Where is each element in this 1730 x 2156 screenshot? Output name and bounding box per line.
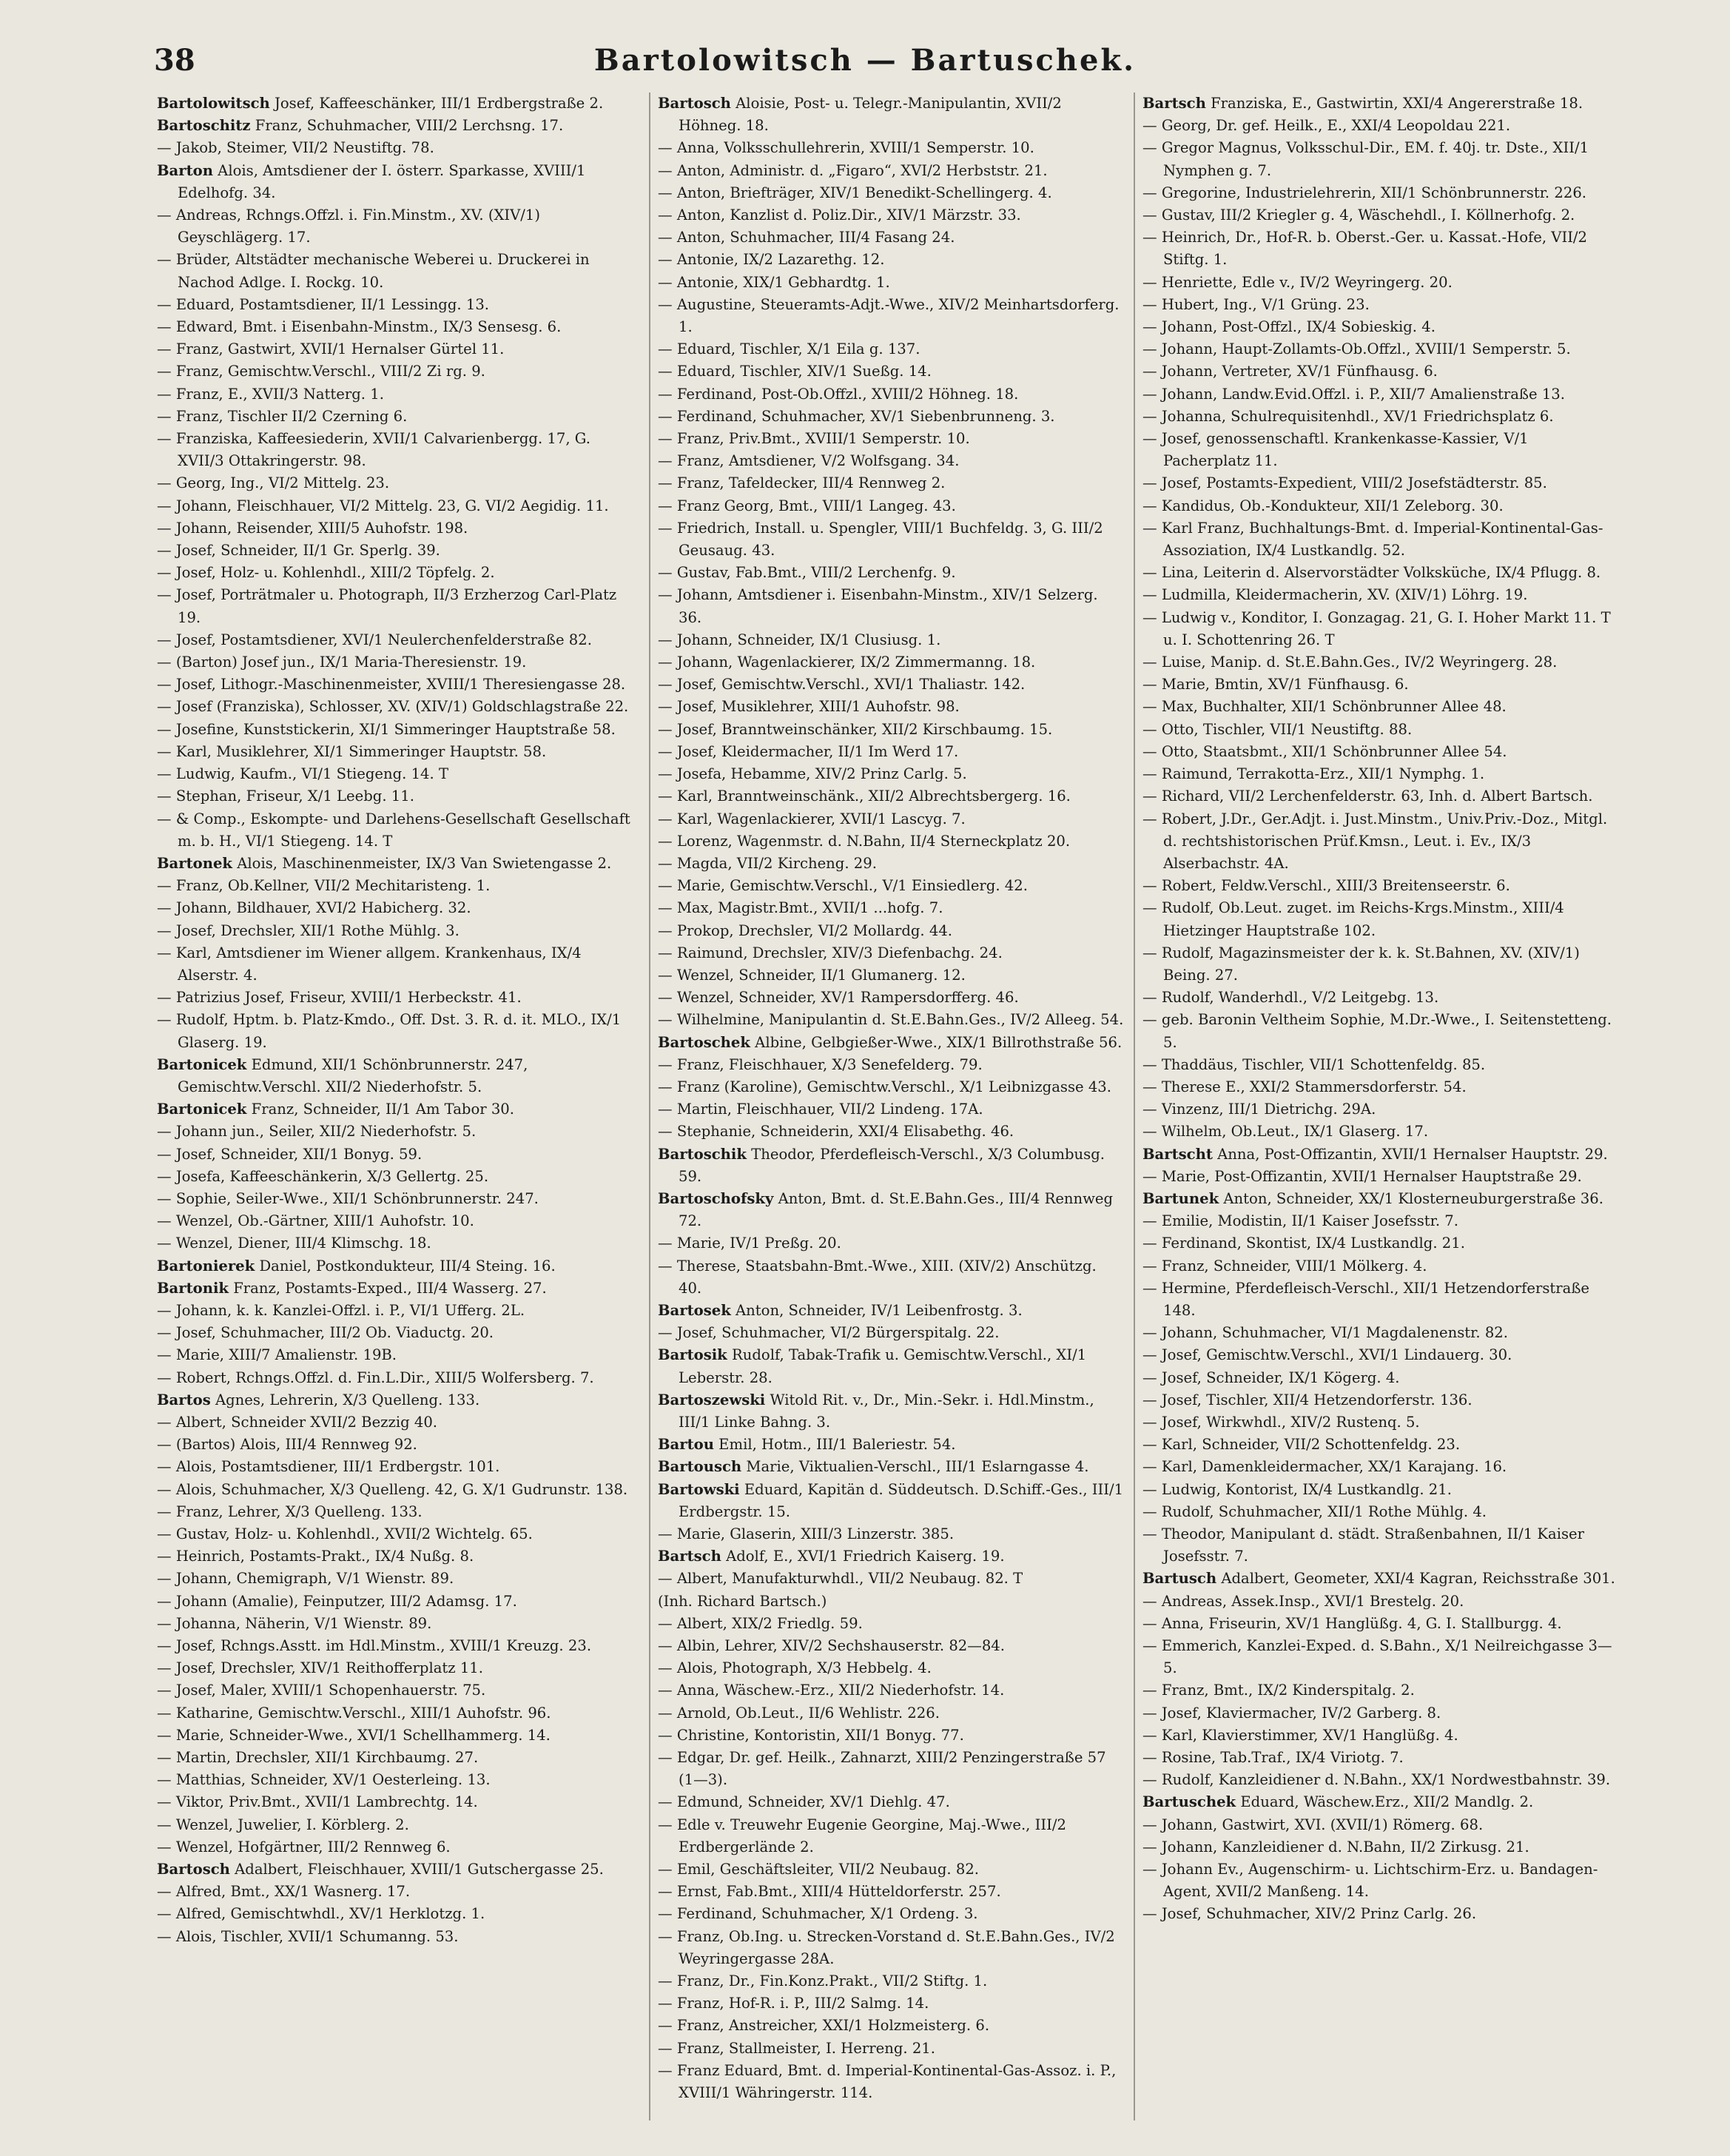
directory-entry: — Wilhelm, Ob.Leut., IX/1 Glaserg. 17.: [1142, 1123, 1429, 1141]
directory-entry: — Edward, Bmt. i Eisenbahn-Minstm., IX/3 Sensesg. 6.: [157, 318, 562, 336]
directory-entry: — Rosine, Tab.Traf., IX/4 Viriotg. 7.: [1142, 1749, 1404, 1767]
directory-entry: — Albin, Lehrer, XIV/2 Sechshauserstr. 82—84.: [658, 1637, 1006, 1655]
column-left: [157, 93, 630, 2120]
entry-surname: Bartusch: [1142, 1570, 1217, 1588]
directory-entry: — Ludwig, Kontorist, IX/4 Lustkandlg. 21.: [1142, 1480, 1452, 1498]
directory-entry: — Thaddäus, Tischler, VII/1 Schottenfeldg. 85.: [1142, 1055, 1486, 1073]
directory-entry: Bartscht Anna, Post-Offizantin, XVII/1 Hernalser Hauptstr. 29.: [1142, 1145, 1608, 1163]
directory-entry: Bartoschofsky Anton, Bmt. d. St.E.Bahn.Ges., III/4 Rennweg 72.: [658, 1189, 1114, 1230]
directory-entry: — Franz, Anstreicher, XXI/1 Holzmeisterg. 6.: [658, 2017, 990, 2035]
directory-entry: — Johann, Kanzleidiener d. N.Bahn, II/2 Zirkusg. 21.: [1142, 1838, 1529, 1856]
directory-entry: — Wenzel, Schneider, II/1 Glumanerg. 12.: [658, 966, 966, 984]
directory-entry: — Anna, Friseurin, XV/1 Hanglüßg. 4, G. I. Stallburgg. 4.: [1142, 1614, 1562, 1632]
directory-entry: — Franz Eduard, Bmt. d. Imperial-Kontinental-Gas-Assoz. i. P., XVIII/1 Währingerstr. 114.: [658, 2061, 1117, 2102]
directory-entry: — Alfred, Bmt., XX/1 Wasnerg. 17.: [157, 1883, 411, 1901]
directory-entry: — Franz, Ob.Ing. u. Strecken-Vorstand d. St.E.Bahn.Ges., IV/2 Weyringergasse 28A.: [658, 1927, 1115, 1967]
directory-entry: — Matthias, Schneider, XV/1 Oesterleing. 13.: [157, 1771, 491, 1789]
directory-entry: — Johann, Wagenlackierer, IX/2 Zimmermanng. 18.: [658, 654, 1036, 671]
directory-entry: — Emilie, Modistin, II/1 Kaiser Josefsstr. 7.: [1142, 1212, 1459, 1230]
directory-entry: — Anna, Wäschew.-Erz., XII/2 Niederhofstr. 14.: [658, 1682, 1005, 1699]
directory-entry: — Patrizius Josef, Friseur, XVIII/1 Herbeckstr. 41.: [157, 989, 522, 1007]
directory-entry: — Emil, Geschäftsleiter, VII/2 Neubaug. 82.: [658, 1861, 980, 1878]
directory-entry: — Marie, IV/1 Preßg. 20.: [658, 1235, 841, 1252]
entry-surname: Bartowski: [658, 1480, 740, 1498]
directory-entry: — & Comp., Eskompte- und Darlehens-Gesellschaft Gesellschaft m. b. H., VI/1 Stiegeng. 14. T: [157, 810, 630, 850]
entry-surname: Bartscht: [1142, 1145, 1213, 1163]
directory-entry: — Josef, Drechsler, XIV/1 Reithofferplatz 11.: [157, 1659, 483, 1677]
directory-entry: — Stephan, Friseur, X/1 Leebg. 11.: [157, 787, 414, 805]
directory-entry: — Josef, Klaviermacher, IV/2 Garberg. 8.: [1142, 1704, 1441, 1722]
directory-entry: — Josef, Drechsler, XII/1 Rothe Mühlg. 3.: [157, 921, 460, 939]
directory-entry: — Albert, Schneider XVII/2 Bezzig 40.: [157, 1413, 438, 1431]
directory-entry: — Marie, Post-Offizantin, XVII/1 Hernalser Hauptstraße 29.: [1142, 1167, 1582, 1185]
directory-entry: Bartunek Anton, Schneider, XX/1 Klosterneuburgerstraße 36.: [1142, 1189, 1603, 1207]
directory-entry: — Ernst, Fab.Bmt., XIII/4 Hütteldorferstr. 257.: [658, 1883, 1001, 1901]
directory-entry: — Friedrich, Install. u. Spengler, VIII/1 Buchfeldg. 3, G. III/2 Geusaug. 43.: [658, 519, 1103, 560]
directory-entry: (Inh. Richard Bartsch.): [658, 1592, 827, 1610]
directory-entry: — Andreas, Rchngs.Offzl. i. Fin.Minstm., XV. (XIV/1) Geyschlägerg. 17.: [157, 206, 541, 246]
directory-entry: — Karl, Branntweinschänk., XII/2 Albrechtsbergerg. 16.: [658, 787, 1071, 805]
directory-entry: Bartsch Franziska, E., Gastwirtin, XXI/4 Angererstraße 18.: [1142, 95, 1583, 112]
entry-surname: Bartuschek: [1142, 1793, 1236, 1811]
directory-entry: — Therese E., XXI/2 Stammersdorferstr. 54.: [1142, 1078, 1467, 1095]
directory-entry: — Johann, Bildhauer, XVI/2 Habicherg. 32.: [157, 899, 471, 917]
directory-entry: — Robert, Feldw.Verschl., XIII/3 Breitenseerstr. 6.: [1142, 877, 1510, 895]
directory-entry: — Prokop, Drechsler, VI/2 Mollardg. 44.: [658, 921, 953, 939]
directory-entry: — Josef, Schuhmacher, XIV/2 Prinz Carlg. 26.: [1142, 1905, 1477, 1923]
directory-entry: — Wenzel, Juwelier, I. Körblerg. 2.: [157, 1816, 409, 1833]
directory-entry: Bartowski Eduard, Kapitän d. Süddeutsch. D.Schiff.-Ges., III/1 Erdbergstr. 15.: [658, 1480, 1124, 1520]
directory-entry: Bartoszewski Witold Rit. v., Dr., Min.-Sekr. i. Hdl.Minstm., III/1 Linke Bahng. 3.: [658, 1391, 1094, 1431]
directory-entry: — Johann, Haupt-Zollamts-Ob.Offzl., XVIII/1 Semperstr. 5.: [1142, 340, 1571, 358]
entry-surname: Bartonik: [157, 1279, 229, 1297]
directory-entry: — Theodor, Manipulant d. städt. Straßenbahnen, II/1 Kaiser Josefsstr. 7.: [1142, 1525, 1585, 1565]
directory-entry: — Sophie, Seiler-Wwe., XII/1 Schönbrunnerstr. 247.: [157, 1189, 539, 1207]
directory-entry: — Josef, Kleidermacher, II/1 Im Werd 17.: [658, 742, 959, 760]
directory-entry: — Alois, Tischler, XVII/1 Schumanng. 53.: [157, 1927, 459, 1945]
directory-entry: — Johann, Reisender, XIII/5 Auhofstr. 198.: [157, 519, 468, 537]
entry-surname: Bartunek: [1142, 1189, 1219, 1207]
directory-entry: — Heinrich, Dr., Hof-R. b. Oberst.-Ger. u. Kassat.-Hofe, VII/2 Stiftg. 1.: [1142, 229, 1588, 269]
directory-entry: — Anton, Briefträger, XIV/1 Benedikt-Schellingerg. 4.: [658, 184, 1052, 201]
directory-entry: — Franz, Schneider, VIII/1 Mölkerg. 4.: [1142, 1257, 1427, 1275]
directory-entry: Bartonek Alois, Maschinenmeister, IX/3 Van Swietengasse 2.: [157, 854, 612, 872]
directory-entry: — Therese, Staatsbahn-Bmt.-Wwe., XIII. (XIV/2) Anschützg. 40.: [658, 1257, 1097, 1297]
directory-entry: — Ludwig, Kaufm., VI/1 Stiegeng. 14. T: [157, 765, 449, 783]
directory-entry: — Franz, Ob.Kellner, VII/2 Mechitaristeng. 1.: [157, 877, 491, 895]
directory-entry: — Wenzel, Schneider, XV/1 Rampersdorfferg. 46.: [658, 989, 1019, 1007]
directory-entry: — Otto, Tischler, VII/1 Neustiftg. 88.: [1142, 720, 1413, 738]
directory-entry: — Franz, E., XVII/3 Natterg. 1.: [157, 385, 384, 403]
entry-surname: Bartoschofsky: [658, 1189, 774, 1207]
directory-entry: — Gregorine, Industrielehrerin, XII/1 Schönbrunnerstr. 226.: [1142, 184, 1587, 201]
directory-entry: — Rudolf, Wanderhdl., V/2 Leitgebg. 13.: [1142, 989, 1439, 1007]
directory-entry: — Ferdinand, Schuhmacher, X/1 Ordeng. 3.: [658, 1905, 978, 1923]
entry-surname: Bartousch: [658, 1458, 742, 1476]
directory-entry: — Johann, Landw.Evid.Offzl. i. P., XII/7 Amalienstraße 13.: [1142, 385, 1565, 403]
directory-entry: — Josef, Schuhmacher, III/2 Ob. Viaductg. 20.: [157, 1324, 494, 1342]
directory-entry: Bartoschik Theodor, Pferdefleisch-Verschl., X/3 Columbusg. 59.: [658, 1145, 1105, 1185]
directory-entry: — Josef, Postamtsdiener, XVI/1 Neulerchenfelderstraße 82.: [157, 631, 592, 648]
directory-entry: Bartos Agnes, Lehrerin, X/3 Quelleng. 133.: [157, 1391, 480, 1408]
entry-surname: Bartos: [157, 1391, 211, 1408]
directory-entry: — Augustine, Steueramts-Adjt.-Wwe., XIV/2 Meinhartsdorferg. 1.: [658, 295, 1120, 336]
directory-entry: — Josef, Postamts-Expedient, VIII/2 Josefstädterstr. 85.: [1142, 474, 1547, 492]
entry-surname: Bartosch: [157, 1861, 230, 1878]
column-right: [1134, 93, 1616, 2120]
directory-entry: — Arnold, Ob.Leut., II/6 Wehlistr. 226.: [658, 1704, 940, 1722]
directory-entry: — Vinzenz, III/1 Dietrichg. 29A.: [1142, 1101, 1376, 1118]
directory-entry: Bartoschek Albine, Gelbgießer-Wwe., XIX/1 Billrothstraße 56.: [658, 1033, 1123, 1051]
directory-entry: — Christine, Kontoristin, XII/1 Bonyg. 77.: [658, 1726, 964, 1744]
directory-entry: — Anna, Volksschullehrerin, XVIII/1 Semperstr. 10.: [658, 139, 1034, 157]
directory-entry: — Georg, Ing., VI/2 Mittelg. 23.: [157, 474, 390, 492]
entry-surname: Bartosch: [658, 95, 731, 112]
running-head-title: Bartolowitsch — Bartuschek.: [593, 43, 1137, 78]
entry-surname: Bartsch: [658, 1548, 721, 1565]
directory-entry: — Karl, Klavierstimmer, XV/1 Hanglüßg. 4.: [1142, 1726, 1458, 1744]
entry-surname: Bartosek: [658, 1301, 731, 1319]
directory-entry: — Stephanie, Schneiderin, XXI/4 Elisabethg. 46.: [658, 1123, 1014, 1141]
directory-entry: — Edmund, Schneider, XV/1 Diehlg. 47.: [658, 1793, 950, 1811]
directory-entry: — Georg, Dr. gef. Heilk., E., XXI/4 Leopoldau 221.: [1142, 117, 1511, 135]
directory-entry: — Henriette, Edle v., IV/2 Weyringerg. 20.: [1142, 273, 1453, 291]
directory-entry: — Hermine, Pferdefleisch-Verschl., XII/1 Hetzendorferstraße 148.: [1142, 1279, 1590, 1319]
directory-entry: — (Barton) Josef jun., IX/1 Maria-Theresienstr. 19.: [157, 654, 527, 671]
directory-entry: — Alfred, Gemischtwhdl., XV/1 Herklotzg. 1.: [157, 1905, 485, 1923]
directory-entry: — Franz, Priv.Bmt., XVIII/1 Semperstr. 10.: [658, 430, 970, 448]
directory-entry: — Max, Buchhalter, XII/1 Schönbrunner Allee 48.: [1142, 698, 1507, 716]
directory-entry: — Marie, Bmtin, XV/1 Fünfhausg. 6.: [1142, 676, 1409, 694]
directory-entry: — Eduard, Tischler, X/1 Eila g. 137.: [658, 340, 920, 358]
directory-entry: — Wilhelmine, Manipulantin d. St.E.Bahn.Ges., IV/2 Alleeg. 54.: [658, 1011, 1124, 1029]
directory-entry: — Ferdinand, Skontist, IX/4 Lustkandlg. 21.: [1142, 1235, 1465, 1252]
directory-entry: — Wenzel, Ob.-Gärtner, XIII/1 Auhofstr. 10.: [157, 1212, 474, 1230]
directory-entry: — Franz, Stallmeister, I. Herreng. 21.: [658, 2039, 935, 2057]
directory-entry: — Hubert, Ing., V/1 Grüng. 23.: [1142, 295, 1370, 313]
entry-surname: Bartosik: [658, 1346, 727, 1364]
directory-entry: — Raimund, Terrakotta-Erz., XII/1 Nymphg. 1.: [1142, 765, 1485, 783]
directory-entry: — Alois, Schuhmacher, X/3 Quelleng. 42, G. X/1 Gudrunstr. 138.: [157, 1480, 628, 1498]
directory-entry: — Karl, Musiklehrer, XI/1 Simmeringer Hauptstr. 58.: [157, 742, 547, 760]
entry-surname: Barton: [157, 161, 213, 179]
directory-entry: — Gustav, Holz- u. Kohlenhdl., XVII/2 Wichtelg. 65.: [157, 1525, 533, 1542]
directory-entry: — Anton, Schuhmacher, III/4 Fasang 24.: [658, 229, 955, 246]
directory-entry: — Viktor, Priv.Bmt., XVII/1 Lambrechtg. 14.: [157, 1793, 478, 1811]
directory-entry: — Josef, Holz- u. Kohlenhdl., XIII/2 Töpfelg. 2.: [157, 564, 495, 582]
directory-entry: Bartonik Franz, Postamts-Exped., III/4 Wasserg. 27.: [157, 1279, 547, 1297]
directory-entry: — Heinrich, Postamts-Prakt., IX/4 Nußg. 8.: [157, 1548, 474, 1565]
directory-entry: — Johanna, Schulrequisitenhdl., XV/1 Friedrichsplatz 6.: [1142, 407, 1554, 425]
directory-entry: — Franz (Karoline), Gemischtw.Verschl., X/1 Leibnizgasse 43.: [658, 1078, 1112, 1095]
directory-entry: Bartoschitz Franz, Schuhmacher, VIII/2 Lerchsng. 17.: [157, 117, 564, 135]
directory-entry: — Franz, Lehrer, X/3 Quelleng. 133.: [157, 1502, 423, 1520]
directory-entry: Bartosik Rudolf, Tabak-Trafik u. Gemischtw.Verschl., XI/1 Leberstr. 28.: [658, 1346, 1087, 1386]
directory-entry: — Johann jun., Seiler, XII/2 Niederhofstr. 5.: [157, 1123, 477, 1141]
directory-entry: — Eduard, Tischler, XIV/1 Sueßg. 14.: [658, 363, 932, 380]
directory-entry: — Johann, Chemigraph, V/1 Wienstr. 89.: [157, 1570, 454, 1588]
entry-surname: Bartonek: [157, 854, 232, 872]
directory-entry: — Josef, Wirkwhdl., XIV/2 Rustenq. 5.: [1142, 1413, 1420, 1431]
directory-entry: — Franz, Hof-R. i. P., III/2 Salmg. 14.: [658, 1995, 929, 2012]
directory-entry: Bartonierek Daniel, Postkondukteur, III/4 Steing. 16.: [157, 1257, 556, 1275]
directory-entry: — Josefine, Kunststickerin, XI/1 Simmeringer Hauptstraße 58.: [157, 720, 616, 738]
directory-entry: — Josef, Musiklehrer, XIII/1 Auhofstr. 98.: [658, 698, 960, 716]
entry-surname: Bartonicek: [157, 1055, 247, 1073]
directory-entry: — Rudolf, Kanzleidiener d. N.Bahn., XX/1 Nordwestbahnstr. 39.: [1142, 1771, 1611, 1789]
directory-entry: — Johanna, Näherin, V/1 Wienstr. 89.: [157, 1614, 432, 1632]
directory-entry: — Robert, J.Dr., Ger.Adjt. i. Just.Minstm., Univ.Priv.-Doz., Mitgl. d. rechtshistorischen Prüf.Kmsn., Leut. i. Ev., IX/3 Alserbachstr. 4A.: [1142, 810, 1608, 872]
directory-entry: — Lina, Leiterin d. Alservorstädter Volksküche, IX/4 Pflugg. 8.: [1142, 564, 1601, 582]
directory-entry: — Albert, XIX/2 Friedlg. 59.: [658, 1614, 863, 1632]
directory-entry: Bartsch Adolf, E., XVI/1 Friedrich Kaiserg. 19.: [658, 1548, 1005, 1565]
directory-entry: — (Bartos) Alois, III/4 Rennweg 92.: [157, 1436, 417, 1454]
directory-entry: Bartosch Aloisie, Post- u. Telegr.-Manipulantin, XVII/2 Höhneg. 18.: [658, 95, 1062, 135]
directory-entry: — Gustav, Fab.Bmt., VIII/2 Lerchenfg. 9.: [658, 564, 956, 582]
directory-entry: — Josef, Schneider, II/1 Gr. Sperlg. 39.: [157, 542, 440, 560]
directory-entry: Bartuschek Eduard, Wäschew.Erz., XII/2 Mandlg. 2.: [1142, 1793, 1534, 1811]
directory-entry: — Josef, Maler, XVIII/1 Schopenhauerstr. 75.: [157, 1682, 486, 1699]
page-header: [0, 43, 1730, 87]
directory-entry: — Lorenz, Wagenmstr. d. N.Bahn, II/4 Sterneckplatz 20.: [658, 832, 1071, 850]
directory-entry: — Josef (Franziska), Schlosser, XV. (XIV/1) Goldschlagstraße 22.: [157, 698, 629, 716]
directory-entry: — Anton, Administr. d. „Figaro“, XVI/2 Herbststr. 21.: [658, 161, 1048, 179]
directory-entry: — Josef, Schuhmacher, VI/2 Bürgerspitalg. 22.: [658, 1324, 1000, 1342]
directory-entry: — Josef, Gemischtw.Verschl., XVI/1 Thaliastr. 142.: [658, 676, 1026, 694]
directory-entry: Bartolowitsch Josef, Kaffeeschänker, III/1 Erdbergstraße 2.: [157, 95, 604, 112]
directory-entry: — Franz, Gemischtw.Verschl., VIII/2 Zi rg. 9.: [157, 363, 485, 380]
directory-entry: Bartosek Anton, Schneider, IV/1 Leibenfrostg. 3.: [658, 1301, 1023, 1319]
entry-surname: Bartoschek: [658, 1033, 750, 1051]
directory-entry: — Franz, Fleischhauer, X/3 Senefelderg. 79.: [658, 1055, 983, 1073]
directory-entry: — Josef, genossenschaftl. Krankenkasse-Kassier, V/1 Pacherplatz 11.: [1142, 430, 1529, 470]
directory-entry: — Karl, Damenkleidermacher, XX/1 Karajang. 16.: [1142, 1458, 1507, 1476]
entry-surname: Bartsch: [1142, 95, 1206, 112]
directory-entry: — Ludmilla, Kleidermacherin, XV. (XIV/1) Löhrg. 19.: [1142, 586, 1528, 604]
directory-entry: — Albert, Manufakturwhdl., VII/2 Neubaug. 82. T: [658, 1570, 1023, 1588]
directory-entry: — Karl, Wagenlackierer, XVII/1 Lascyg. 7.: [658, 810, 966, 827]
directory-entry: — Robert, Rchngs.Offzl. d. Fin.L.Dir., XIII/5 Wolfersberg. 7.: [157, 1369, 594, 1386]
directory-entry: — Alois, Postamtsdiener, III/1 Erdbergstr. 101.: [157, 1458, 500, 1476]
directory-entry: — Johann, Schuhmacher, VI/1 Magdalenenstr. 82.: [1142, 1324, 1508, 1342]
directory-entry: Bartou Emil, Hotm., III/1 Baleriestr. 54.: [658, 1436, 956, 1454]
directory-entry: — Josefa, Kaffeeschänkerin, X/3 Gellertg. 25.: [157, 1167, 489, 1185]
directory-entry: — Johann Ev., Augenschirm- u. Lichtschirm-Erz. u. Bandagen-Agent, XVII/2 Manßeng. 14.: [1142, 1861, 1598, 1901]
directory-entry: — Josefa, Hebamme, XIV/2 Prinz Carlg. 5.: [658, 765, 967, 783]
directory-entry: — Richard, VII/2 Lerchenfelderstr. 63, Inh. d. Albert Bartsch.: [1142, 787, 1593, 805]
directory-entry: — Gustav, III/2 Kriegler g. 4, Wäschehdl., I. Köllnerhofg. 2.: [1142, 206, 1575, 224]
directory-entry: — Franz, Dr., Fin.Konz.Prakt., VII/2 Stiftg. 1.: [658, 1972, 988, 1990]
directory-entry: — Josef, Tischler, XII/4 Hetzendorferstr. 136.: [1142, 1391, 1472, 1408]
directory-entry: — Johann, Fleischhauer, VI/2 Mittelg. 23, G. VI/2 Aegidig. 11.: [157, 497, 609, 514]
directory-entry: — Franz Georg, Bmt., VIII/1 Langeg. 43.: [658, 497, 956, 514]
directory-entry: — geb. Baronin Veltheim Sophie, M.Dr.-Wwe., I. Seitenstetteng. 5.: [1142, 1011, 1612, 1051]
directory-entry: — Rudolf, Schuhmacher, XII/1 Rothe Mühlg. 4.: [1142, 1502, 1487, 1520]
directory-entry: — Franz, Bmt., IX/2 Kinderspitalg. 2.: [1142, 1682, 1415, 1699]
directory-entry: — Franz, Amtsdiener, V/2 Wolfsgang. 34.: [658, 452, 960, 470]
directory-entry: — Franz, Gastwirt, XVII/1 Hernalser Gürtel 11.: [157, 340, 505, 358]
directory-entry: — Alois, Photograph, X/3 Hebbelg. 4.: [658, 1659, 932, 1677]
directory-entry: — Josef, Rchngs.Asstt. im Hdl.Minstm., XVIII/1 Kreuzg. 23.: [157, 1637, 592, 1655]
directory-entry: — Johann, Post-Offzl., IX/4 Sobieskig. 4.: [1142, 318, 1436, 336]
directory-entry: — Franz, Tafeldecker, III/4 Rennweg 2.: [658, 474, 946, 492]
directory-entry: — Raimund, Drechsler, XIV/3 Diefenbachg. 24.: [658, 944, 1003, 961]
directory-entry: — Katharine, Gemischtw.Verschl., XIII/1 Auhofstr. 96.: [157, 1704, 551, 1722]
directory-entry: — Johann, Vertreter, XV/1 Fünfhausg. 6.: [1142, 363, 1438, 380]
directory-entry: — Wenzel, Diener, III/4 Klimschg. 18.: [157, 1235, 431, 1252]
directory-entry: Bartonicek Franz, Schneider, II/1 Am Tabor 30.: [157, 1101, 515, 1118]
directory-entry: — Ferdinand, Schuhmacher, XV/1 Siebenbrunneng. 3.: [658, 407, 1055, 425]
directory-entry: — Martin, Fleischhauer, VII/2 Lindeng. 17A.: [658, 1101, 983, 1118]
directory-entry: — Karl Franz, Buchhaltungs-Bmt. d. Imperial-Kontinental-Gas-Assoziation, IX/4 Lustkandlg. 52.: [1142, 519, 1603, 560]
directory-entry: — Karl, Amtsdiener im Wiener allgem. Krankenhaus, IX/4 Alserstr. 4.: [157, 944, 582, 984]
directory-entry: — Johann (Amalie), Feinputzer, III/2 Adamsg. 17.: [157, 1592, 517, 1610]
directory-entry: — Marie, Schneider-Wwe., XVI/1 Schellhammerg. 14.: [157, 1726, 551, 1744]
entry-surname: Bartoszewski: [658, 1391, 766, 1408]
directory-entry: — Edgar, Dr. gef. Heilk., Zahnarzt, XIII/2 Penzingerstraße 57 (1—3).: [658, 1749, 1106, 1789]
entry-surname: Bartonierek: [157, 1257, 255, 1275]
directory-entry: — Johann, Gastwirt, XVI. (XVII/1) Römerg. 68.: [1142, 1816, 1484, 1833]
directory-entry: — Josef, Lithogr.-Maschinenmeister, XVIII/1 Theresiengasse 28.: [157, 676, 626, 694]
directory-entry: Bartusch Adalbert, Geometer, XXI/4 Kagran, Reichsstraße 301.: [1142, 1570, 1615, 1588]
entry-surname: Bartoschik: [658, 1145, 747, 1163]
directory-entry: — Josef, Branntweinschänker, XII/2 Kirschbaumg. 15.: [658, 720, 1053, 738]
directory-entry: Bartousch Marie, Viktualien-Verschl., III/1 Eslarngasse 4.: [658, 1458, 1089, 1476]
directory-entry: — Edle v. Treuwehr Eugenie Georgine, Maj.-Wwe., III/2 Erdbergerlände 2.: [658, 1816, 1066, 1856]
directory-entry: — Johann, Amtsdiener i. Eisenbahn-Minstm., XIV/1 Selzerg. 36.: [658, 586, 1098, 626]
directory-entry: — Brüder, Altstädter mechanische Weberei u. Druckerei in Nachod Adlge. I. Rockg. 10.: [157, 251, 590, 291]
directory-entry: — Wenzel, Hofgärtner, III/2 Rennweg 6.: [157, 1838, 451, 1856]
directory-entry: — Antonie, IX/2 Lazarethg. 12.: [658, 251, 885, 269]
page-number: 38: [154, 43, 195, 78]
entry-surname: Bartonicek: [157, 1101, 247, 1118]
directory-entry: — Franz, Tischler II/2 Czerning 6.: [157, 407, 408, 425]
directory-entry: — Andreas, Assek.Insp., XVI/1 Brestelg. 20.: [1142, 1592, 1464, 1610]
directory-entry: — Rudolf, Hptm. b. Platz-Kmdo., Off. Dst. 3. R. d. it. MLO., IX/1 Glaserg. 19.: [157, 1011, 622, 1051]
directory-columns: [157, 93, 1615, 2120]
directory-entry: — Antonie, XIX/1 Gebhardtg. 1.: [658, 273, 890, 291]
directory-entry: — Rudolf, Magazinsmeister der k. k. St.Bahnen, XV. (XIV/1) Being. 27.: [1142, 944, 1580, 984]
directory-entry: — Emmerich, Kanzlei-Exped. d. S.Bahn., X/1 Neilreichgasse 3—5.: [1142, 1637, 1612, 1677]
directory-entry: — Josef, Schneider, XII/1 Bonyg. 59.: [157, 1145, 423, 1163]
directory-entry: — Josef, Schneider, IX/1 Kögerg. 4.: [1142, 1369, 1400, 1386]
directory-entry: — Johann, Schneider, IX/1 Clusiusg. 1.: [658, 631, 941, 648]
directory-entry: Barton Alois, Amtsdiener der I. österr. Sparkasse, XVIII/1 Edelhofg. 34.: [157, 161, 586, 201]
entry-surname: Bartoschitz: [157, 117, 251, 135]
directory-entry: — Marie, Glaserin, XIII/3 Linzerstr. 385.: [658, 1525, 955, 1542]
entry-surname: Bartou: [658, 1436, 714, 1454]
directory-entry: — Eduard, Postamtsdiener, II/1 Lessingg. 13.: [157, 295, 490, 313]
directory-entry: — Gregor Magnus, Volksschul-Dir., EM. f. 40j. tr. Dste., XII/1 Nymphen g. 7.: [1142, 139, 1589, 179]
directory-entry: — Ferdinand, Post-Ob.Offzl., XVIII/2 Höhneg. 18.: [658, 385, 1019, 403]
directory-entry: — Josef, Gemischtw.Verschl., XVI/1 Lindauerg. 30.: [1142, 1346, 1512, 1364]
directory-entry: — Jakob, Steimer, VII/2 Neustiftg. 78.: [157, 139, 434, 157]
directory-entry: Bartonicek Edmund, XII/1 Schönbrunnerstr. 247, Gemischtw.Verschl. XII/2 Niederhofstr. 5.: [157, 1055, 528, 1095]
directory-entry: — Marie, XIII/7 Amalienstr. 19B.: [157, 1346, 397, 1364]
column-middle: [649, 93, 1124, 2120]
directory-entry: — Max, Magistr.Bmt., XVII/1 ...hofg. 7.: [658, 899, 943, 917]
directory-entry: Bartosch Adalbert, Fleischhauer, XVIII/1 Gutschergasse 25.: [157, 1861, 604, 1878]
directory-entry: — Karl, Schneider, VII/2 Schottenfeldg. 23.: [1142, 1436, 1461, 1454]
directory-entry: — Franziska, Kaffeesiederin, XVII/1 Calvarienbergg. 17, G. XVII/3 Ottakringerstr. 98.: [157, 430, 590, 470]
entry-surname: Bartolowitsch: [157, 95, 270, 112]
directory-entry: — Anton, Kanzlist d. Poliz.Dir., XIV/1 Märzstr. 33.: [658, 206, 1021, 224]
directory-entry: — Marie, Gemischtw.Verschl., V/1 Einsiedlerg. 42.: [658, 877, 1028, 895]
directory-entry: — Luise, Manip. d. St.E.Bahn.Ges., IV/2 Weyringerg. 28.: [1142, 654, 1558, 671]
directory-entry: — Ludwig v., Konditor, I. Gonzagag. 21, G. I. Hoher Markt 11. T u. I. Schottenring 26. T: [1142, 608, 1611, 648]
directory-entry: — Johann, k. k. Kanzlei-Offzl. i. P., VI/1 Ufferg. 2L.: [157, 1301, 525, 1319]
directory-entry: — Martin, Drechsler, XII/1 Kirchbaumg. 27.: [157, 1749, 479, 1767]
directory-entry: — Rudolf, Ob.Leut. zuget. im Reichs-Krgs.Minstm., XIII/4 Hietzinger Hauptstraße 102.: [1142, 899, 1564, 939]
directory-entry: — Kandidus, Ob.-Kondukteur, XII/1 Zeleborg. 30.: [1142, 497, 1504, 514]
directory-entry: — Magda, VII/2 Kircheng. 29.: [658, 854, 877, 872]
directory-entry: — Josef, Porträtmaler u. Photograph, II/3 Erzherzog Carl-Platz 19.: [157, 586, 617, 626]
directory-entry: — Otto, Staatsbmt., XII/1 Schönbrunner Allee 54.: [1142, 742, 1507, 760]
